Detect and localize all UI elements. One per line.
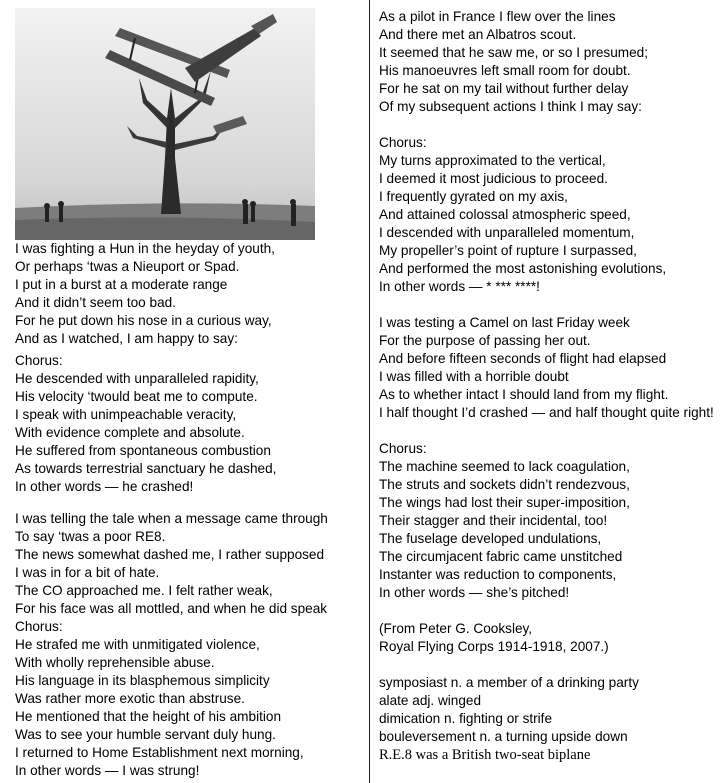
glossary-entry: symposiast n. a member of a drinking party	[379, 675, 639, 690]
text-line: His language in its blasphemous simplicity	[15, 673, 270, 688]
text-line: My propeller’s point of rupture I surpassed,	[379, 243, 637, 258]
text-line: And there met an Albatros scout.	[379, 27, 577, 42]
text-line: As to whether intact I should land from my flight.	[379, 387, 669, 402]
left-stanza-1	[15, 240, 355, 348]
text-line: His manoeuvres left small room for doubt.	[379, 63, 631, 78]
text-line: The wings had lost their super-imposition,	[379, 495, 630, 510]
glossary	[379, 674, 714, 764]
right-chorus-1	[379, 134, 714, 296]
left-stanza-2	[15, 510, 355, 780]
text-line: I was filled with a horrible doubt	[379, 369, 569, 384]
glossary-entry: bouleversement n. a turning upside down	[379, 729, 628, 744]
text-line: Of my subsequent actions I think I may say:	[379, 99, 642, 114]
text-line: I half thought I’d crashed — and half thought quite right!	[379, 405, 714, 420]
text-line: It seemed that he saw me, or so I presumed;	[379, 45, 648, 60]
text-line: For his face was all mottled, and when he did speak	[15, 601, 328, 616]
glossary-entry: dimication n. fighting or strife	[379, 711, 553, 726]
text-line: I descended with unparalleled momentum,	[379, 225, 635, 240]
text-line: His velocity ‘twould beat me to compute.	[15, 389, 258, 404]
chorus-heading: Chorus:	[15, 353, 63, 368]
text-line: To say ‘twas a poor RE8.	[15, 529, 166, 544]
biplane-crashed-in-tree-photo	[15, 8, 315, 240]
text-line: Their stagger and their incidental, too!	[379, 513, 608, 528]
text-line: For he put down his nose in a curious way,	[15, 313, 272, 328]
text-line: I put in a burst at a moderate range	[15, 277, 228, 292]
text-line: I was in for a bit of hate.	[15, 565, 160, 580]
right-stanza-2	[379, 314, 714, 422]
text-line: In other words — * *** ****!	[379, 279, 540, 294]
text-line: And performed the most astonishing evolutions,	[379, 261, 667, 276]
chorus-heading: Chorus:	[379, 441, 427, 456]
footnote: R.E.8 was a British two-seat biplane	[379, 747, 591, 763]
citation-line: Royal Flying Corps 1914-1918, 2007.)	[379, 639, 609, 654]
text-line: I frequently gyrated on my axis,	[379, 189, 568, 204]
text-line: I was fighting a Hun in the heyday of youth,	[15, 241, 275, 256]
source-citation	[379, 620, 714, 656]
text-line: He descended with unparalleled rapidity,	[15, 371, 259, 386]
text-line: The struts and sockets didn’t rendezvous,	[379, 477, 630, 492]
text-line: Or perhaps ‘twas a Nieuport or Spad.	[15, 259, 240, 274]
text-line: I was testing a Camel on last Friday week	[379, 315, 630, 330]
text-line: Was to see your humble servant duly hung.	[15, 727, 276, 742]
text-line: In other words — she’s pitched!	[379, 585, 570, 600]
text-line: He mentioned that the height of his ambition	[15, 709, 282, 724]
citation-line: (From Peter G. Cooksley,	[379, 621, 533, 636]
text-line: In other words — he crashed!	[15, 479, 194, 494]
text-line: The CO approached me. I felt rather weak,	[15, 583, 273, 598]
text-line: And as I watched, I am happy to say:	[15, 331, 238, 346]
text-line: Instanter was reduction to components,	[379, 567, 617, 582]
photo-illustration	[15, 8, 315, 240]
text-line: For the purpose of passing her out.	[379, 333, 591, 348]
text-line: And before fifteen seconds of flight had elapsed	[379, 351, 667, 366]
text-line: With evidence complete and absolute.	[15, 425, 245, 440]
text-line: I speak with unimpeachable veracity,	[15, 407, 237, 422]
text-line: The machine seemed to lack coagulation,	[379, 459, 630, 474]
text-line: The circumjacent fabric came unstitched	[379, 549, 623, 564]
text-line: As a pilot in France I flew over the lines	[379, 9, 616, 24]
text-line: With wholly reprehensible abuse.	[15, 655, 215, 670]
text-line: I returned to Home Establishment next morning,	[15, 745, 304, 760]
left-chorus-1	[15, 352, 355, 496]
left-column	[15, 0, 355, 780]
right-column	[379, 8, 714, 764]
right-stanza-1	[379, 8, 714, 116]
text-line: The news somewhat dashed me, I rather supposed	[15, 547, 325, 562]
glossary-entry: alate adj. winged	[379, 693, 482, 708]
column-divider	[369, 0, 370, 783]
text-line: I was telling the tale when a message came through	[15, 511, 328, 526]
right-chorus-2	[379, 440, 714, 602]
text-line: The fuselage developed undulations,	[379, 531, 602, 546]
chorus-heading: Chorus:	[15, 619, 63, 634]
text-line: And attained colossal atmospheric speed,	[379, 207, 631, 222]
text-line: Was rather more exotic than abstruse.	[15, 691, 245, 706]
text-line: He suffered from spontaneous combustion	[15, 443, 271, 458]
text-line: For he sat on my tail without further delay	[379, 81, 629, 96]
text-line: My turns approximated to the vertical,	[379, 153, 606, 168]
text-line: He strafed me with unmitigated violence,	[15, 637, 260, 652]
text-line: I deemed it most judicious to proceed.	[379, 171, 608, 186]
text-line: And it didn’t seem too bad.	[15, 295, 176, 310]
chorus-heading: Chorus:	[379, 135, 427, 150]
text-line: In other words — I was strung!	[15, 763, 200, 778]
text-line: As towards terrestrial sanctuary he dashed,	[15, 461, 277, 476]
